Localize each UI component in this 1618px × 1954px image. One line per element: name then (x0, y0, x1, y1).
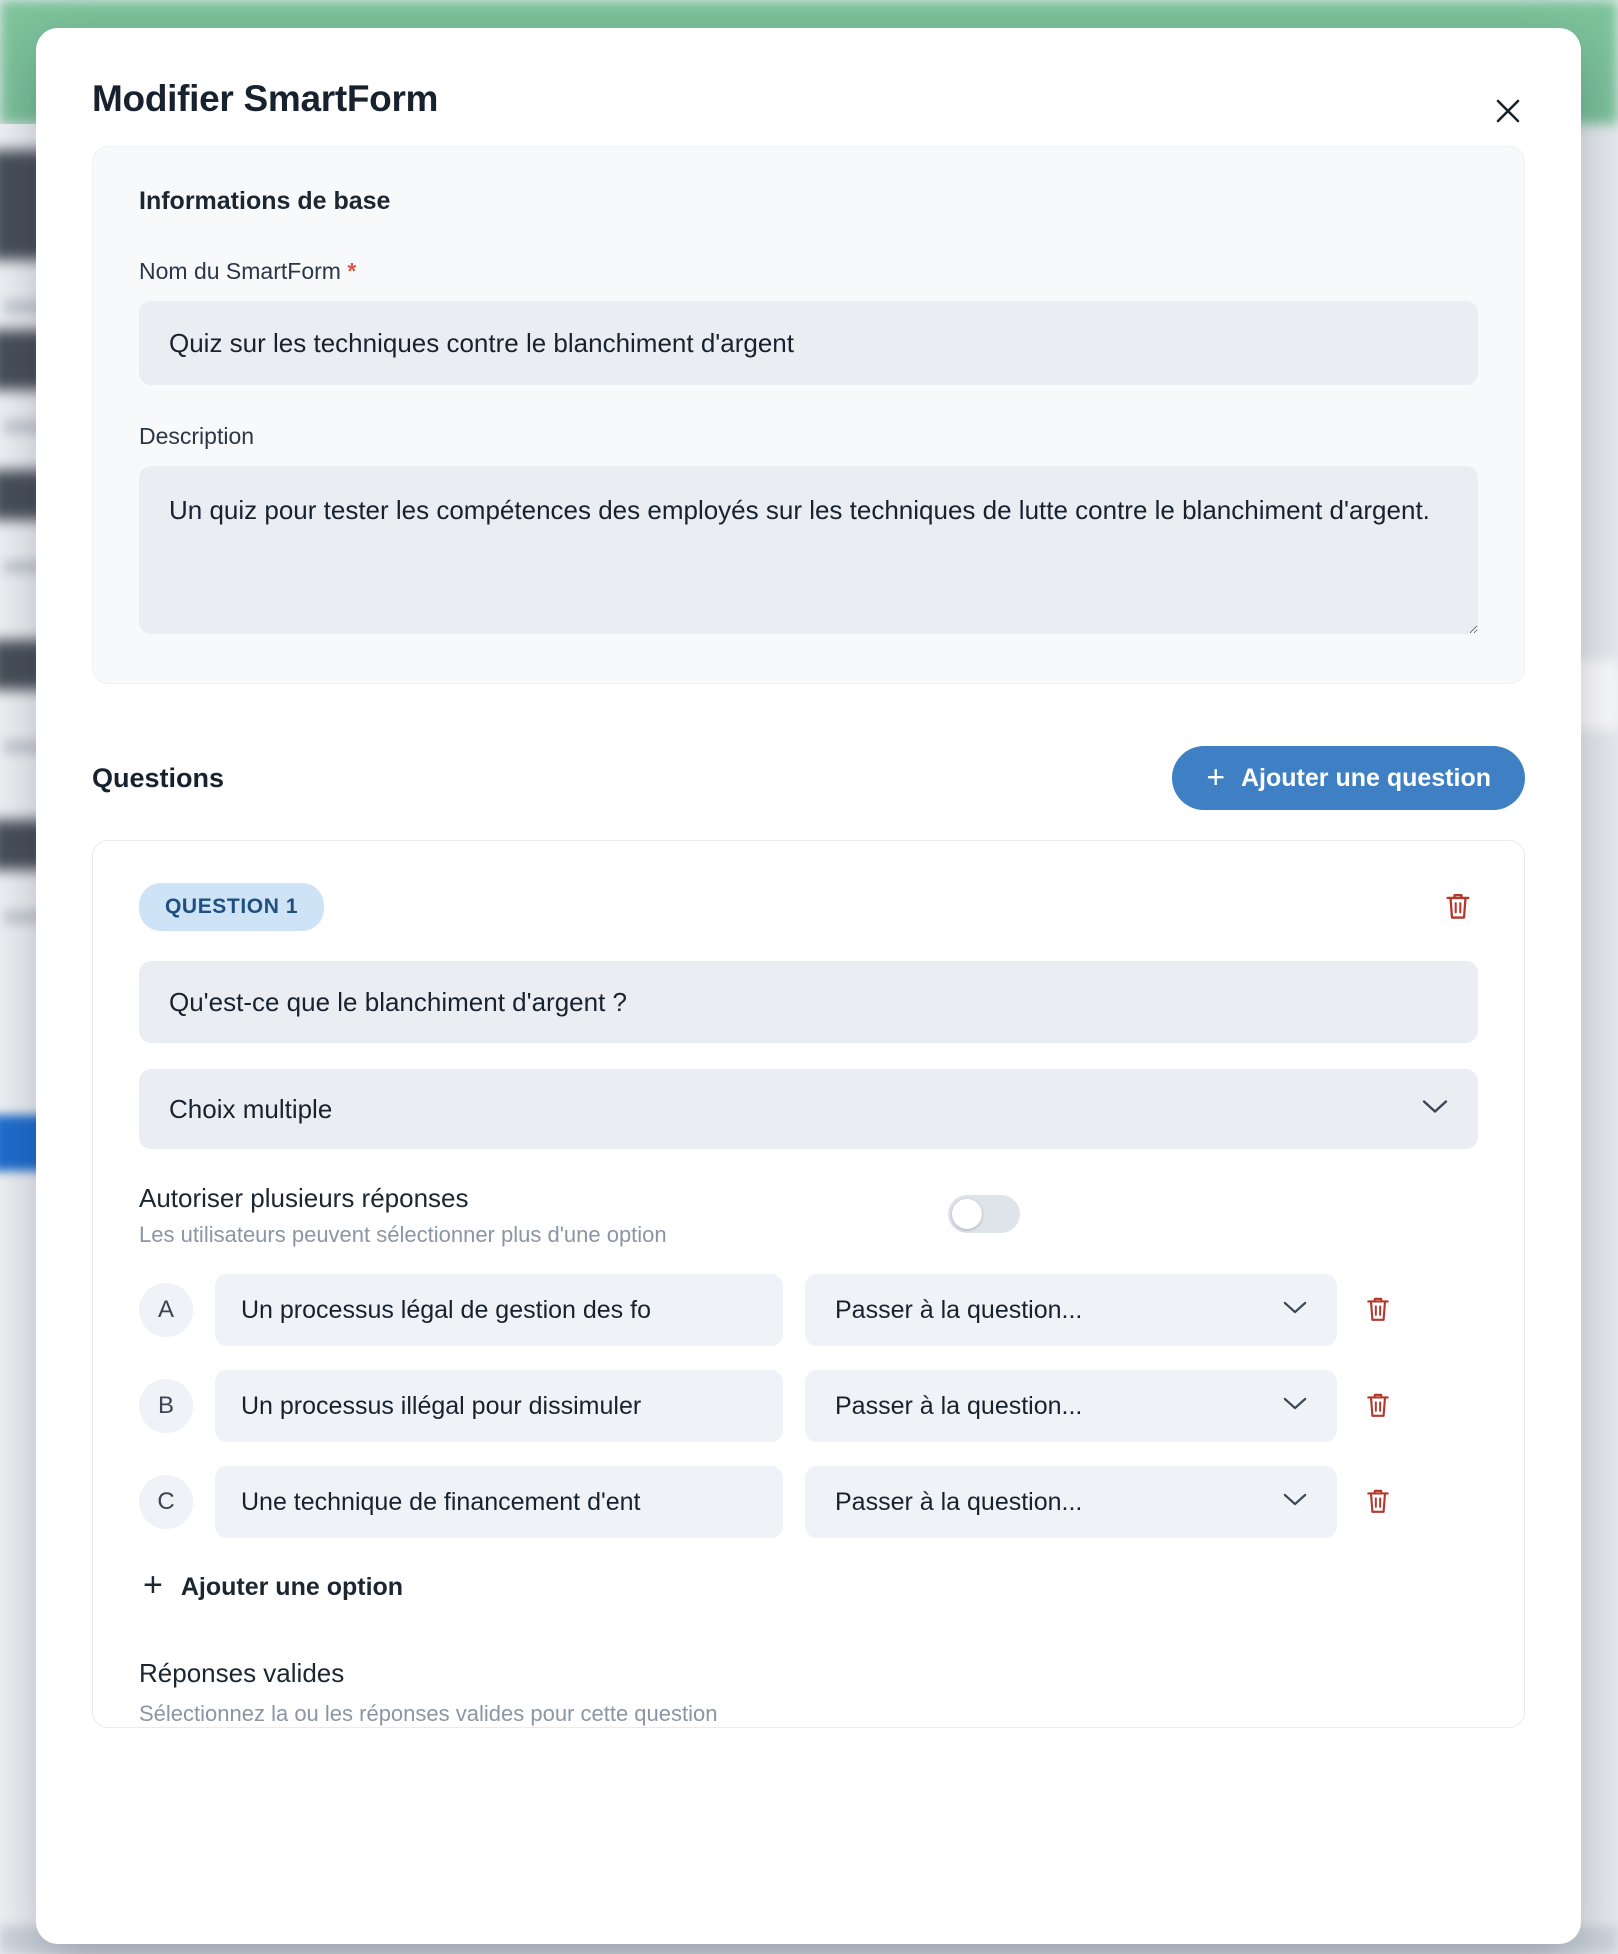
questions-header (92, 746, 1525, 810)
question-type-select[interactable] (139, 1069, 1478, 1149)
option-jump-select-wrapper (805, 1466, 1337, 1538)
plus-icon: + (143, 1566, 163, 1604)
option-jump-select[interactable] (805, 1466, 1337, 1538)
option-jump-select[interactable] (805, 1370, 1337, 1442)
option-row (139, 1466, 1478, 1538)
allow-multiple-hint: Les utilisateurs peuvent sélectionner plus d'une option (139, 1222, 667, 1247)
delete-question-button[interactable] (1438, 885, 1478, 930)
basic-info-title: Informations de base (139, 187, 391, 215)
question-card (92, 840, 1525, 1728)
close-button[interactable] (1485, 88, 1531, 134)
option-letter: A (139, 1283, 193, 1337)
trash-icon (1365, 1295, 1391, 1326)
option-jump-select-wrapper (805, 1274, 1337, 1346)
option-jump-select[interactable] (805, 1274, 1337, 1346)
close-icon (1493, 96, 1523, 126)
required-asterisk: * (347, 258, 357, 284)
question-badge: QUESTION 1 (139, 883, 324, 931)
option-letter: C (139, 1475, 193, 1529)
valid-answers-block (139, 1658, 1478, 1727)
option-jump-select-wrapper (805, 1370, 1337, 1442)
add-question-button[interactable] (1172, 746, 1525, 810)
plus-icon: + (1206, 758, 1225, 795)
allow-multiple-toggle[interactable] (948, 1195, 1020, 1233)
question-type-value: Choix multiple (169, 1093, 333, 1124)
trash-icon (1365, 1487, 1391, 1518)
page-title: Modifier SmartForm (92, 78, 439, 119)
valid-answers-hint: Sélectionnez la ou les réponses valides pour cette question (139, 1701, 718, 1726)
question-card-header (139, 883, 1478, 931)
delete-option-button[interactable] (1359, 1481, 1397, 1524)
allow-multiple-row (139, 1183, 1478, 1248)
allow-multiple-label: Autoriser plusieurs réponses (139, 1183, 469, 1213)
toggle-knob (952, 1199, 982, 1229)
option-row (139, 1274, 1478, 1346)
edit-smartform-modal (36, 28, 1581, 1944)
delete-option-button[interactable] (1359, 1385, 1397, 1428)
questions-title: Questions (92, 762, 225, 793)
allow-multiple-texts (139, 1183, 667, 1248)
add-option-button-label: Ajouter une option (180, 1572, 404, 1601)
smartform-name-label-text: Nom du SmartForm (139, 258, 341, 284)
trash-icon (1365, 1391, 1391, 1422)
smartform-name-input[interactable] (139, 301, 1478, 385)
option-text-input[interactable] (215, 1370, 783, 1442)
option-text-input[interactable] (215, 1274, 783, 1346)
basic-info-card (92, 146, 1525, 684)
option-jump-value: Passer à la question... (835, 1487, 1083, 1516)
delete-option-button[interactable] (1359, 1289, 1397, 1332)
option-jump-value: Passer à la question... (835, 1391, 1083, 1420)
option-text-input[interactable] (215, 1466, 783, 1538)
add-question-button-label: Ajouter une question (1241, 763, 1491, 792)
modal-body (36, 146, 1581, 1728)
smartform-name-label (139, 258, 1478, 285)
spacer (139, 385, 1478, 423)
option-letter: B (139, 1379, 193, 1433)
modal-header (36, 28, 1581, 146)
option-row (139, 1370, 1478, 1442)
description-label: Description (139, 423, 255, 449)
question-text-input[interactable] (139, 961, 1478, 1043)
options-list (139, 1274, 1478, 1612)
trash-icon (1444, 891, 1472, 924)
option-jump-value: Passer à la question... (835, 1295, 1083, 1324)
description-input[interactable] (139, 466, 1478, 634)
question-type-select-wrapper (139, 1069, 1478, 1149)
valid-answers-title: Réponses valides (139, 1658, 345, 1688)
add-option-button[interactable] (139, 1562, 411, 1612)
